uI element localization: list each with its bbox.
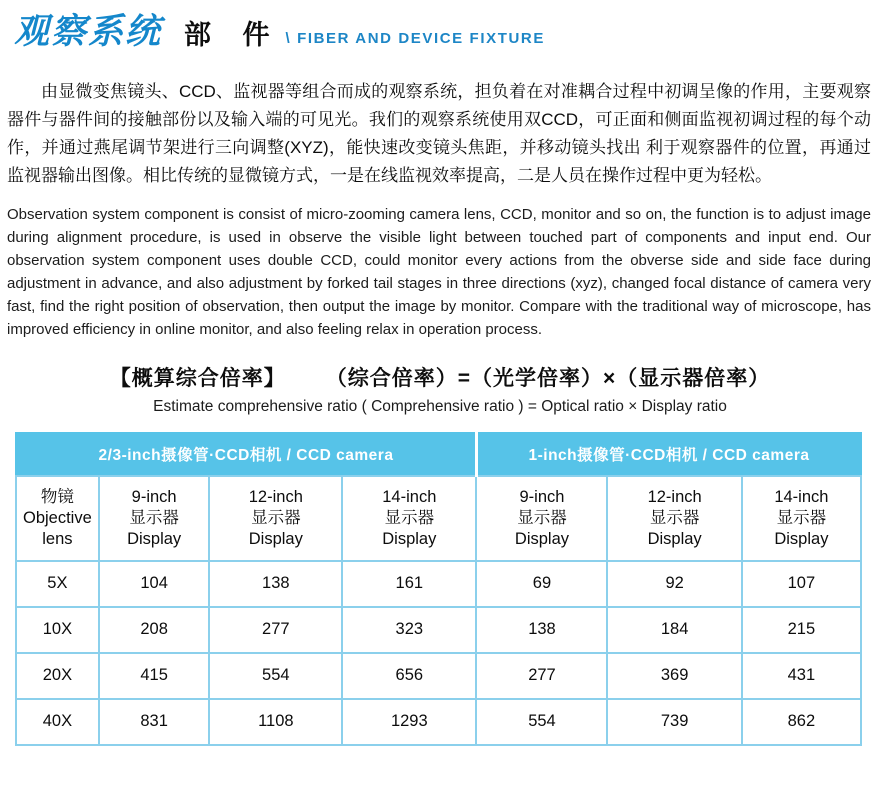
group-header-2-3-inch: 2/3-inch摄像管·CCD相机 / CCD camera [16, 433, 476, 476]
row-label: 40X [16, 699, 99, 745]
column-header-14-inch-display [342, 476, 476, 561]
table-row-40x [16, 699, 861, 745]
table-cell: 215 [742, 607, 861, 653]
table-cell: 415 [99, 653, 210, 699]
table-cell: 554 [209, 653, 342, 699]
table-cell: 431 [742, 653, 861, 699]
page-subtitle: \ FIBER AND DEVICE FIXTURE [285, 29, 545, 47]
table-column-header-row [16, 476, 861, 561]
column-header-line: 12-inch [248, 487, 303, 506]
table-cell: 369 [607, 653, 741, 699]
column-header-line: 显示器 [776, 508, 827, 527]
table-cell: 831 [99, 699, 210, 745]
column-header-line: 14-inch [774, 487, 829, 506]
table-cell: 554 [476, 699, 607, 745]
column-header-line: Display [127, 529, 182, 548]
table-cell: 138 [209, 561, 342, 607]
column-header-line: 显示器 [649, 508, 700, 527]
table-cell: 1293 [342, 699, 476, 745]
table-cell: 161 [342, 561, 476, 607]
column-header-9-inch-display [99, 476, 210, 561]
table-cell: 277 [209, 607, 342, 653]
table-cell: 104 [99, 561, 210, 607]
column-header-line: Display [248, 529, 303, 548]
formula-label: 【概算综合倍率】 [109, 366, 286, 390]
row-label: 10X [16, 607, 99, 653]
table-row-5x [16, 561, 861, 607]
column-header-line: 物镜 [40, 487, 74, 506]
column-header-14-inch-display [742, 476, 861, 561]
column-header-line: 12-inch [647, 487, 702, 506]
column-header-12-inch-display [607, 476, 741, 561]
magnification-table [15, 432, 862, 746]
column-header-line: 显示器 [517, 508, 567, 527]
column-header-line: Display [647, 529, 702, 548]
column-header-line: Objective [23, 508, 92, 527]
intro-paragraph-english: Observation system component is consist of micro-zooming camera lens, CCD, monitor and so on, the function is to adjust image during alignment procedure, is used in observe the visible light between touched part of components and input end. Our observation system component uses double CCD, could monitor every actions from the obverse side and side face during adjustment in advance, and also adjustment by forked tail stages in three directions (xyz), changed focal distance of camera very fast, find the right position of observation, then output the image by monitor. Compare with the traditional way of microscope, has improved efficiency in online monitor, and also feeling relax in operation process. [7, 205, 871, 338]
page-title-suffix: 部 件 [184, 19, 282, 50]
column-header-line: 显示器 [251, 508, 301, 527]
column-header-12-inch-display [209, 476, 342, 561]
table-cell: 862 [742, 699, 861, 745]
table-cell: 92 [607, 561, 741, 607]
table-row-10x [16, 607, 861, 653]
column-header-line: 9-inch [131, 487, 177, 506]
group-header-1-inch: 1-inch摄像管·CCD相机 / CCD camera [476, 433, 861, 476]
column-header-9-inch-display [476, 476, 607, 561]
table-cell: 184 [607, 607, 741, 653]
column-header-line: Display [382, 529, 437, 548]
intro-paragraph-chinese: 由显微变焦镜头、CCD、监视器等组合而成的观察系统，担负着在对准耦合过程中初调呈像的作用，主要观察器件与器件间的接触部份以及输入端的可见光。我们的观察系统使用双CCD，可正面和侧面监视初调过程的每个动作，并通过燕尾调节架进行三向调整(XYZ)，能快速改变镜头焦距，并移动镜头找出 利于观察器件的位置，再通过监视器输出图像。相比传统的显微镜方式，一是在线监视效率提高，二是人员在操作过程中更为轻松。 [7, 81, 871, 185]
column-header-line: Display [774, 529, 829, 548]
row-label: 5X [16, 561, 99, 607]
column-header-line: 14-inch [382, 487, 437, 506]
column-header-objective-lens [16, 476, 99, 561]
formula-equation: （综合倍率）=（光学倍率）×（显示器倍率） [325, 366, 771, 390]
column-header-line: lens [42, 529, 73, 548]
table-cell: 739 [607, 699, 741, 745]
table-cell: 277 [476, 653, 607, 699]
table-cell: 138 [476, 607, 607, 653]
table-row-20x [16, 653, 861, 699]
table-cell: 208 [99, 607, 210, 653]
table-cell: 1108 [209, 699, 342, 745]
page-header [0, 0, 880, 52]
column-header-line: Display [514, 529, 570, 548]
table-group-header-row [16, 433, 861, 476]
page-title: 观察系统 [14, 12, 163, 51]
column-header-line: 显示器 [384, 508, 435, 527]
table-cell: 656 [342, 653, 476, 699]
table-cell: 69 [476, 561, 607, 607]
formula-row [0, 362, 880, 392]
row-label: 20X [16, 653, 99, 699]
column-header-line: 9-inch [519, 487, 565, 506]
column-header-line: 显示器 [129, 508, 179, 527]
formula-caption-english: Estimate comprehensive ratio ( Comprehensive ratio ) = Optical ratio × Display ratio [153, 397, 727, 415]
table-cell: 107 [742, 561, 861, 607]
table-cell: 323 [342, 607, 476, 653]
